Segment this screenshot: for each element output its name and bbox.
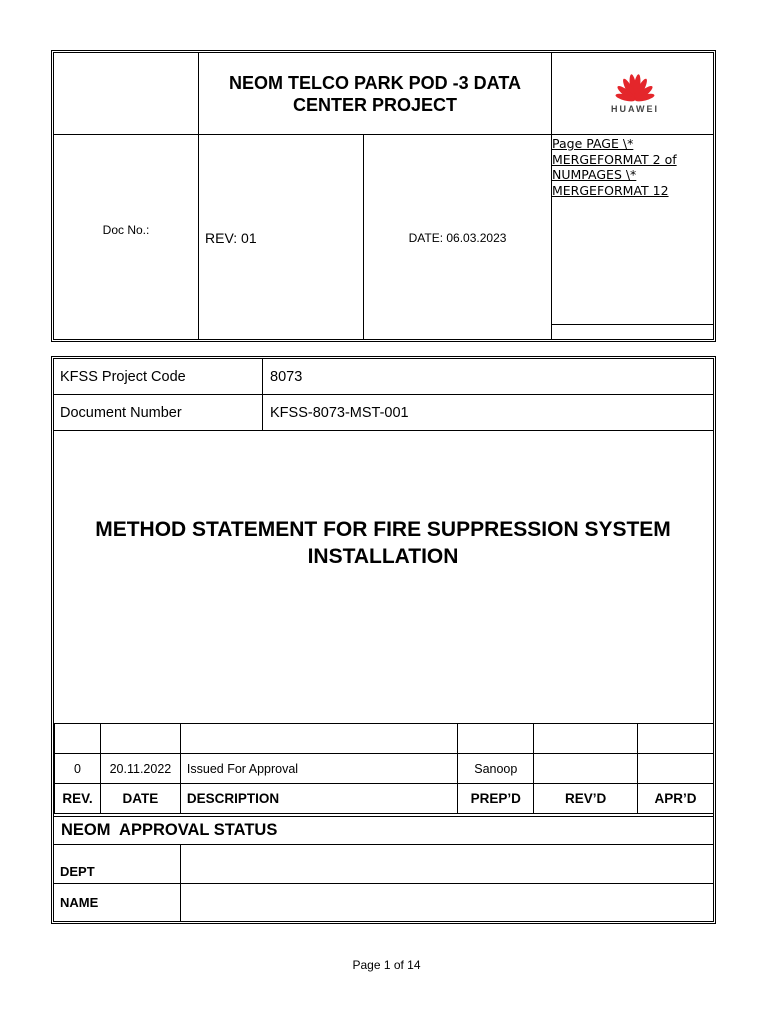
column-header-aprd: APR’D — [638, 784, 714, 814]
col-divider — [180, 844, 181, 921]
document-number-value: KFSS-8073-MST-001 — [270, 404, 409, 421]
row-divider — [54, 844, 714, 845]
revision-header-row — [55, 784, 714, 814]
page-field-text: Page PAGE \* MERGEFORMAT 2 of NUMPAGES \* MERGEFORMAT 12 — [552, 136, 677, 198]
rev-cell: 0 — [55, 754, 101, 784]
revision-table — [54, 723, 714, 814]
column-header-rev: REV. — [55, 784, 101, 814]
huawei-logo — [590, 70, 680, 120]
dept-label: DEPT — [60, 864, 95, 879]
header-divider — [551, 324, 714, 325]
project-code-label: KFSS Project Code — [60, 368, 186, 385]
huawei-logo-text: HUAWEI — [611, 104, 659, 114]
column-header-date: DATE — [100, 784, 180, 814]
column-header-revd: REV’D — [534, 784, 638, 814]
table-cell — [55, 724, 101, 754]
doc-no-label: Doc No.: — [102, 223, 150, 237]
rev-label: REV: 01 — [205, 229, 257, 246]
page-number: Page 1 of 14 — [352, 958, 421, 972]
aprd-cell — [638, 754, 714, 784]
document-number-label: Document Number — [60, 404, 182, 421]
prepd-cell: Sanoop — [458, 754, 534, 784]
row-divider — [54, 430, 714, 431]
approval-status-title: NEOM APPROVAL STATUS — [61, 821, 278, 839]
revision-row — [55, 754, 714, 784]
table-cell — [638, 724, 714, 754]
table-cell — [458, 724, 534, 754]
column-header-prepd: PREP’D — [458, 784, 534, 814]
table-cell — [100, 724, 180, 754]
date-cell: 20.11.2022 — [100, 754, 180, 784]
name-label: NAME — [60, 895, 99, 910]
revd-cell — [534, 754, 638, 784]
row-divider — [54, 883, 714, 884]
description-cell: Issued For Approval — [180, 754, 457, 784]
document-title: METHOD STATEMENT FOR FIRE SUPPRESSION SYSTEM INSTALLATION — [95, 518, 671, 568]
table-cell — [534, 724, 638, 754]
table-cell — [180, 724, 457, 754]
date-label: DATE: 06.03.2023 — [408, 230, 507, 245]
column-header-description: DESCRIPTION — [180, 784, 457, 814]
project-code-value: 8073 — [270, 368, 303, 385]
col-divider — [262, 359, 263, 431]
project-title: NEOM TELCO PARK POD -3 DATA CENTER PROJECT — [229, 73, 521, 115]
revision-row-empty — [55, 724, 714, 754]
